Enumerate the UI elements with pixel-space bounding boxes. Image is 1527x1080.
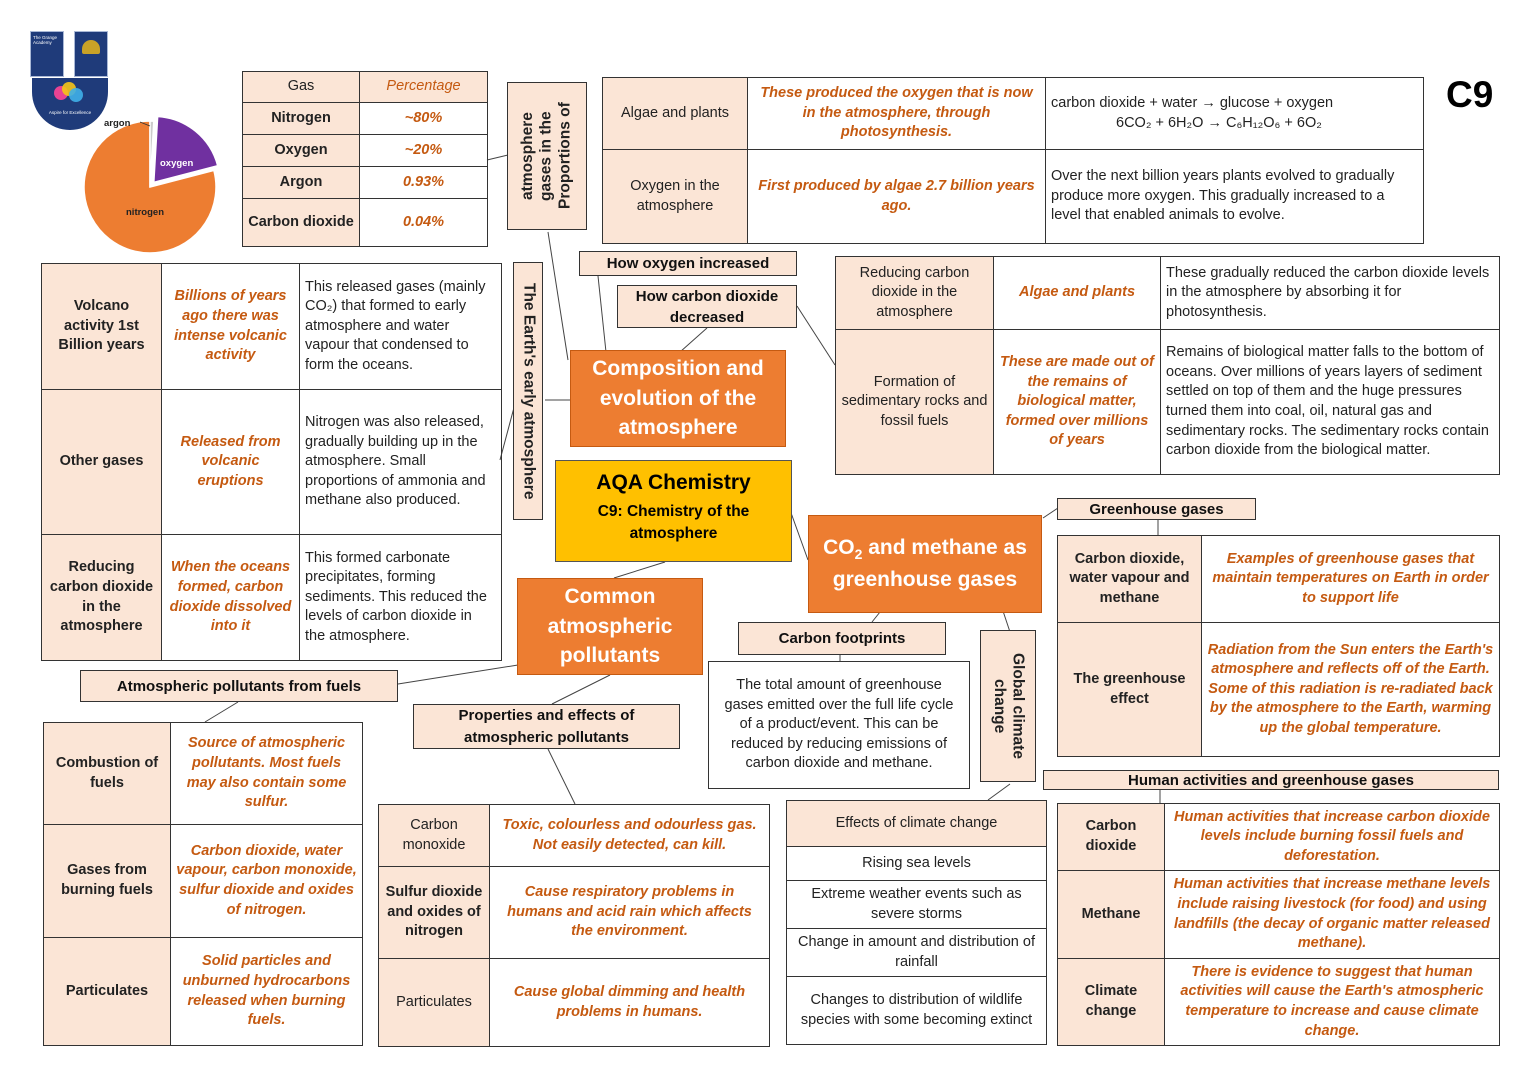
gas-name: Carbon dioxide bbox=[243, 199, 360, 247]
main-title: AQA Chemistry bbox=[596, 471, 751, 494]
human-info: There is evidence to suggest that human activities will cause the Earth's atmospheric temperature to increase and cause climate change. bbox=[1165, 959, 1500, 1046]
climate-effect: Changes to distribution of wildlife species with some becoming extinct bbox=[787, 977, 1047, 1045]
pie-label-argon: argon bbox=[104, 118, 131, 129]
human-info: Human activities that increase carbon dioxide levels include burning fossil fuels and deforestation. bbox=[1165, 804, 1500, 871]
human-key: Carbon dioxide bbox=[1058, 804, 1165, 871]
gas-pie-chart bbox=[78, 112, 228, 257]
gas-name: Argon bbox=[243, 167, 360, 199]
word-equation: carbon dioxide + water → glucose + oxygen bbox=[1051, 94, 1334, 111]
human-key: Methane bbox=[1058, 871, 1165, 959]
greenhouse-main-box bbox=[808, 515, 1042, 613]
climate-effect: Rising sea levels bbox=[787, 847, 1047, 881]
fuels-info: Source of atmospheric pollutants. Most fuels may also contain some sulfur. bbox=[171, 723, 363, 825]
gas-percentage: ~80% bbox=[360, 103, 488, 135]
photosynthesis-equations bbox=[1046, 78, 1424, 150]
carbon-detail: These gradually reduced the carbon dioxide levels in the atmosphere by absorbing it for photosynthesis. bbox=[1161, 257, 1500, 330]
climate-table bbox=[786, 800, 1047, 1045]
gas-percentage: 0.04% bbox=[360, 199, 488, 247]
effects-info: Cause respiratory problems in humans and acid rain which affects the environment. bbox=[490, 867, 770, 959]
oxygen-info: These produced the oxygen that is now in the atmosphere, through photosynthesis. bbox=[748, 78, 1046, 150]
effects-key: Particulates bbox=[379, 959, 490, 1047]
common-pollutants-box: Common atmospheric pollutants bbox=[517, 578, 703, 675]
effects-info: Toxic, colourless and odourless gas. Not easily detected, can kill. bbox=[490, 805, 770, 867]
fuels-table bbox=[43, 722, 363, 1046]
properties-effects-label: Properties and effects of atmospheric pollutants bbox=[413, 704, 680, 749]
early-info: Billions of years ago there was intense volcanic activity bbox=[162, 264, 300, 390]
fuels-info: Carbon dioxide, water vapour, carbon monoxide, sulfur dioxide and oxides of nitrogen. bbox=[171, 825, 363, 938]
early-detail: Nitrogen was also released, gradually building up in the atmosphere. Small proportions of ammonia and methane also produced. bbox=[300, 390, 502, 535]
human-info: Human activities that increase methane levels include raising livestock (for food) and using landfills (the decay of organic matter released methane). bbox=[1165, 871, 1500, 959]
gas-table-header-gas: Gas bbox=[243, 72, 360, 103]
proportions-label: Proportions of gases in the atmosphere bbox=[507, 82, 587, 230]
early-atmosphere-table bbox=[41, 263, 502, 661]
school-logo-a bbox=[30, 31, 64, 77]
carbon-table bbox=[835, 256, 1500, 475]
carbon-info: Algae and plants bbox=[994, 257, 1161, 330]
greenhouse-table bbox=[1057, 535, 1500, 757]
early-detail: This released gases (mainly CO₂) that formed to early atmosphere and water vapour that condensed to form the oceans. bbox=[300, 264, 502, 390]
composition-box: Composition and evolution of the atmosphere bbox=[570, 350, 786, 447]
climate-header: Effects of climate change bbox=[787, 801, 1047, 847]
logo-a-text: The Grange Academy bbox=[33, 35, 58, 45]
gas-percentage: ~20% bbox=[360, 135, 488, 167]
symbol-equation: 6CO₂ + 6H₂O → C₆H₁₂O₆ + 6O₂ bbox=[1116, 114, 1322, 131]
greenhouse-gases-label: Greenhouse gases bbox=[1057, 498, 1256, 520]
pie-label-oxygen: oxygen bbox=[160, 158, 194, 169]
footprint-definition: The total amount of greenhouse gases emitted over the full life cycle of a product/event. This can be reduced by reducing emissions of carbon dioxide and methane. bbox=[708, 661, 970, 789]
oxygen-key: Oxygen in the atmosphere bbox=[603, 150, 748, 244]
carbon-footprints-label: Carbon footprints bbox=[738, 622, 946, 655]
carbon-key: Reducing carbon dioxide in the atmosphere bbox=[836, 257, 994, 330]
fuels-info: Solid particles and unburned hydrocarbons released when burning fuels. bbox=[171, 938, 363, 1046]
main-title-box bbox=[555, 460, 792, 562]
gas-table bbox=[242, 71, 488, 247]
climate-effect: Extreme weather events such as severe storms bbox=[787, 881, 1047, 929]
greenhouse-info: Examples of greenhouse gases that maintain temperatures on Earth in order to support life bbox=[1202, 536, 1500, 623]
oxygen-table bbox=[602, 77, 1424, 244]
how-carbon-label: How carbon dioxide decreased bbox=[617, 285, 797, 328]
oxygen-key: Algae and plants bbox=[603, 78, 748, 150]
early-info: When the oceans formed, carbon dioxide dissolved into it bbox=[162, 535, 300, 661]
early-key: Other gases bbox=[42, 390, 162, 535]
gas-percentage: 0.93% bbox=[360, 167, 488, 199]
effects-key: Sulfur dioxide and oxides of nitrogen bbox=[379, 867, 490, 959]
effects-info: Cause global dimming and health problems in humans. bbox=[490, 959, 770, 1047]
climate-effect: Change in amount and distribution of rainfall bbox=[787, 929, 1047, 977]
logo-c-text: Aspire for Excellence bbox=[48, 110, 92, 115]
fuels-key: Gases from burning fuels bbox=[44, 825, 171, 938]
human-activities-label: Human activities and greenhouse gases bbox=[1043, 770, 1499, 790]
how-oxygen-label: How oxygen increased bbox=[579, 251, 797, 276]
greenhouse-info: Radiation from the Sun enters the Earth's atmosphere and reflects off of the Earth. Some of this radiation is re-radiated back by the atmosphere to the Earth, warming up the global temperature. bbox=[1202, 623, 1500, 757]
human-table bbox=[1057, 803, 1500, 1046]
effects-key: Carbon monoxide bbox=[379, 805, 490, 867]
school-logo-b bbox=[74, 31, 108, 77]
greenhouse-key: Carbon dioxide, water vapour and methane bbox=[1058, 536, 1202, 623]
early-atmosphere-label: The Earth's early atmosphere bbox=[513, 262, 543, 520]
fuels-key: Combustion of fuels bbox=[44, 723, 171, 825]
main-subtitle: C9: Chemistry of the atmosphere bbox=[597, 503, 750, 543]
effects-table bbox=[378, 804, 770, 1047]
early-info: Released from volcanic eruptions bbox=[162, 390, 300, 535]
carbon-key: Formation of sedimentary rocks and fossil fuels bbox=[836, 330, 994, 475]
colourful-rings-icon bbox=[54, 82, 84, 106]
pie-slice-argon bbox=[150, 121, 154, 187]
pollutants-fuels-label: Atmospheric pollutants from fuels bbox=[80, 670, 398, 702]
fuels-key: Particulates bbox=[44, 938, 171, 1046]
early-detail: This formed carbonate precipitates, forming sediments. This reduced the levels of carbon dioxide in the atmosphere. bbox=[300, 535, 502, 661]
bell-icon bbox=[82, 40, 100, 54]
pie-label-nitrogen: nitrogen bbox=[126, 207, 164, 218]
global-climate-label: Global climate change bbox=[980, 630, 1036, 782]
oxygen-detail: Over the next billion years plants evolved to gradually produce more oxygen. This gradually increased to a level that enabled animals to evolve. bbox=[1046, 150, 1424, 244]
gas-name: Nitrogen bbox=[243, 103, 360, 135]
oxygen-info: First produced by algae 2.7 billion years ago. bbox=[748, 150, 1046, 244]
early-key: Volcano activity 1st Billion years bbox=[42, 264, 162, 390]
greenhouse-main-text: $CO_2$ and methane as greenhouse gases bbox=[823, 536, 1027, 592]
human-key: Climate change bbox=[1058, 959, 1165, 1046]
gas-name: Oxygen bbox=[243, 135, 360, 167]
greenhouse-key: The greenhouse effect bbox=[1058, 623, 1202, 757]
carbon-info: These are made out of the remains of biological matter, formed over millions of years bbox=[994, 330, 1161, 475]
gas-table-header-percentage: Percentage bbox=[360, 72, 488, 103]
carbon-detail: Remains of biological matter falls to the bottom of oceans. Over millions of years layers of sediment settled on top of them and the huge pressures turned them into coal, oil, natural gas and sedimentary rocks. The sedimentary rocks contain carbon dioxide from the biological matter. bbox=[1161, 330, 1500, 475]
early-key: Reducing carbon dioxide in the atmosphere bbox=[42, 535, 162, 661]
corner-label: C9 bbox=[1446, 74, 1494, 115]
